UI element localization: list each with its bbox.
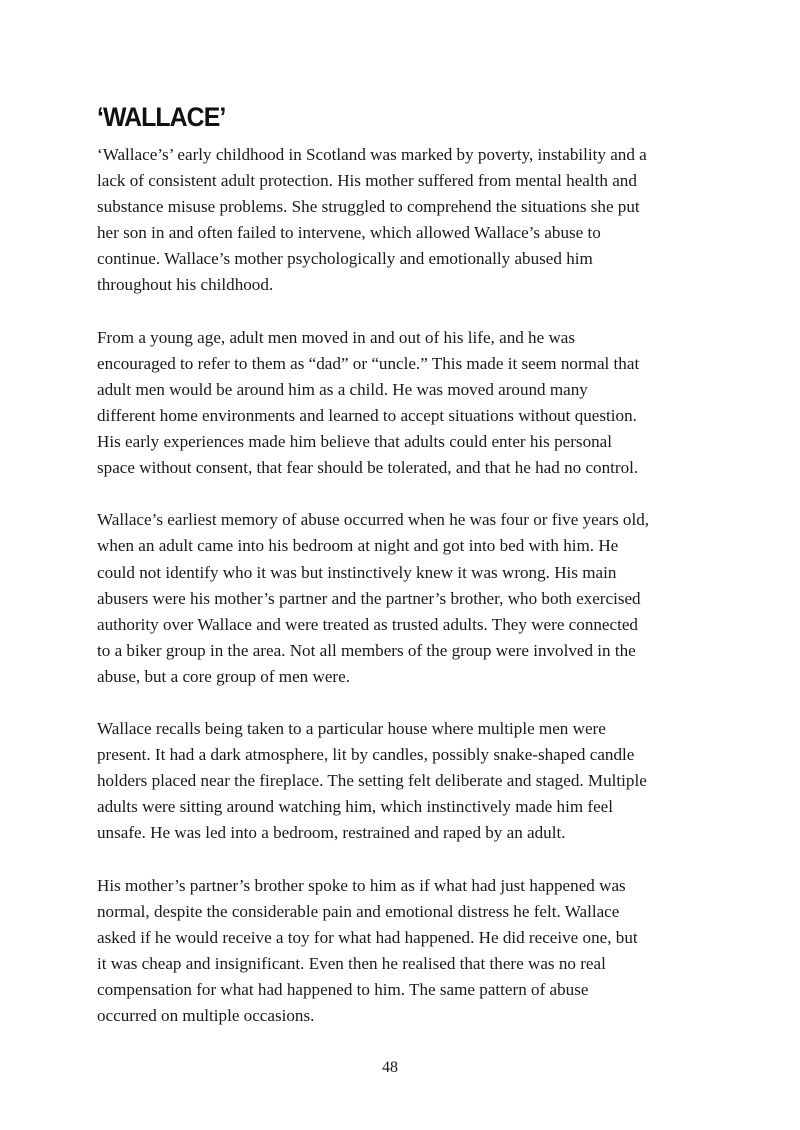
text-line: to a biker group in the area. Not all members of the group were involved in the [97,640,636,660]
text-line: continue. Wallace’s mother psychologically and emotionally abused him [97,249,593,269]
text-line: adults were sitting around watching him, which instinctively made him feel [97,797,614,817]
text-line: abuse, but a core group of men were. [97,666,350,686]
text-line: when an adult came into his bedroom at night and got into bed with him. He [97,536,619,556]
text-line: His early experiences made him believe that adults could enter his personal [97,432,613,452]
text-line: present. It had a dark atmosphere, lit by candles, possibly snake-shaped candle [97,745,635,765]
paragraph-4 [97,716,709,846]
text-line: lack of consistent adult protection. His mother suffered from mental health and [97,171,637,191]
text-line: asked if he would receive a toy for what had happened. He did receive one, but [97,927,638,947]
text-line: Wallace recalls being taken to a particular house where multiple men were [97,719,606,739]
text-line: holders placed near the fireplace. The setting felt deliberate and staged. Multiple [97,771,647,791]
section-heading: ‘WALLACE’ [97,102,226,132]
text-line: substance misuse problems. She struggled to comprehend the situations she put [97,197,640,217]
text-line: her son in and often failed to intervene, which allowed Wallace’s abuse to [97,223,601,243]
text-line: normal, despite the considerable pain and emotional distress he felt. Wallace [97,901,620,921]
text-line: encouraged to refer to them as “dad” or “uncle.” This made it seem normal that [97,353,640,373]
body-text [97,142,709,1055]
text-line: it was cheap and insignificant. Even then he realised that there was no real [97,953,606,973]
text-line: abusers were his mother’s partner and the partner’s brother, who both exercised [97,588,641,608]
text-line: space without consent, that fear should be tolerated, and that he had no control. [97,458,639,478]
paragraph-5 [97,873,709,1030]
text-line: authority over Wallace and were treated as trusted adults. They were connected [97,614,638,634]
page-number: 48 [382,1059,398,1076]
text-line: From a young age, adult men moved in and out of his life, and he was [97,327,576,347]
text-line: different home environments and learned to accept situations without question. [97,405,637,425]
paragraph-3 [97,507,709,690]
text-line: Wallace’s earliest memory of abuse occurred when he was four or five years old, [97,510,650,530]
text-line: throughout his childhood. [97,275,274,295]
text-line: adult men would be around him as a child. He was moved around many [97,379,588,399]
text-line: occurred on multiple occasions. [97,1006,315,1026]
text-line: could not identify who it was but instinctively knew it was wrong. His main [97,562,617,582]
text-line: unsafe. He was led into a bedroom, restrained and raped by an adult. [97,823,566,843]
paragraph-2 [97,325,709,482]
paragraph-1 [97,142,709,299]
text-line: ‘Wallace’s’ early childhood in Scotland was marked by poverty, instability and a [97,145,647,164]
text-line: compensation for what had happened to him. The same pattern of abuse [97,980,589,999]
text-line: His mother’s partner’s brother spoke to him as if what had just happened was [97,875,626,895]
